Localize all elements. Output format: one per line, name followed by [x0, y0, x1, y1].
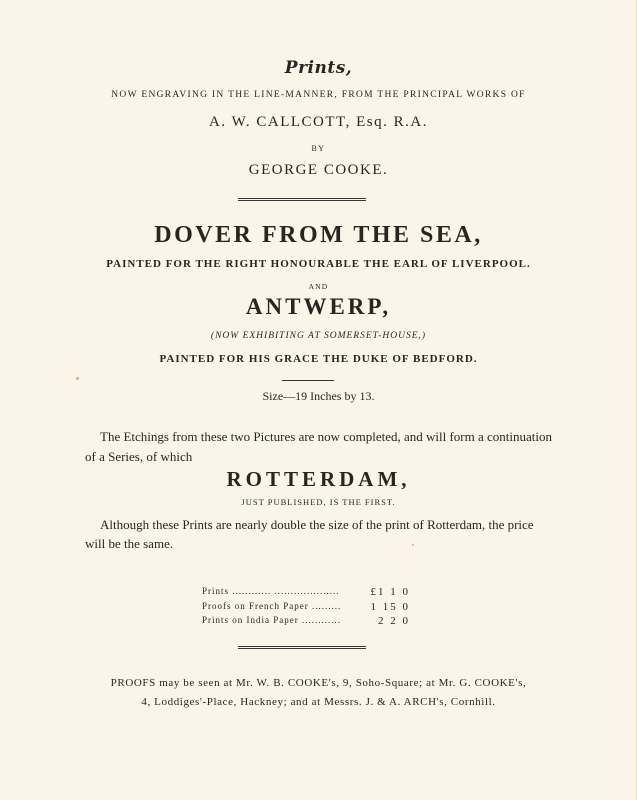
size-line: Size—19 Inches by 13. — [262, 389, 375, 403]
dover-note: PAINTED FOR THE RIGHT HONOURABLE THE EARL OF LIVERPOOL. — [106, 258, 531, 270]
antwerp-note: PAINTED FOR HIS GRACE THE DUKE OF BEDFORD. — [159, 353, 478, 365]
para2-line1: Although these Prints are nearly double the size of the print of Rotterdam, the price — [100, 517, 534, 532]
foxing-spot — [76, 377, 79, 380]
engraving-line: NOW ENGRAVING IN THE LINE-MANNER, FROM THE PRINCIPAL WORKS OF — [111, 90, 526, 100]
title-dover: DOVER FROM THE SEA, — [154, 222, 483, 248]
antwerp-exhibit: (NOW EXHIBITING AT SOMERSET-HOUSE,) — [210, 331, 427, 341]
para1-line1: The Etchings from these two Pictures are now completed, and will form a continuation — [100, 429, 552, 444]
price-row — [202, 615, 442, 630]
price-amount: 1 15 0 — [370, 600, 410, 613]
rotterdam-note: JUST PUBLISHED, IS THE FIRST. — [241, 497, 396, 507]
by-label: BY — [311, 144, 326, 153]
title-rotterdam: ROTTERDAM, — [226, 467, 411, 491]
engraver-name: GEORGE COOKE. — [248, 162, 389, 178]
price-label: Prints ............ .................... — [202, 586, 340, 596]
foxing-spot — [412, 544, 414, 546]
double-rule — [238, 198, 366, 201]
price-amount: 2 2 0 — [378, 615, 410, 627]
and-label: AND — [308, 282, 329, 291]
double-rule — [238, 646, 366, 649]
price-row — [202, 586, 442, 601]
para2-line2: will be the same. — [85, 536, 174, 551]
price-row — [202, 601, 442, 616]
title-antwerp: ANTWERP, — [245, 294, 392, 319]
artist-name: A. W. CALLCOTT, Esq. R.A. — [209, 114, 428, 130]
para1-line2: of a Series, of which — [85, 449, 193, 464]
price-list — [202, 586, 442, 630]
price-amount: £1 1 0 — [370, 586, 410, 598]
price-label: Proofs on French Paper ......... — [202, 600, 342, 611]
price-label: Prints on India Paper ............ — [202, 615, 341, 625]
footer-line1: PROOFS may be seen at Mr. W. B. COOKE's, 9, Soho-Square; at Mr. G. COOKE's, — [110, 677, 527, 689]
short-rule — [282, 380, 334, 381]
heading: Prints, — [284, 58, 353, 78]
footer-line2: 4, Loddiges'-Place, Hackney; and at Messrs. J. & A. ARCH's, Cornhill. — [141, 696, 496, 708]
